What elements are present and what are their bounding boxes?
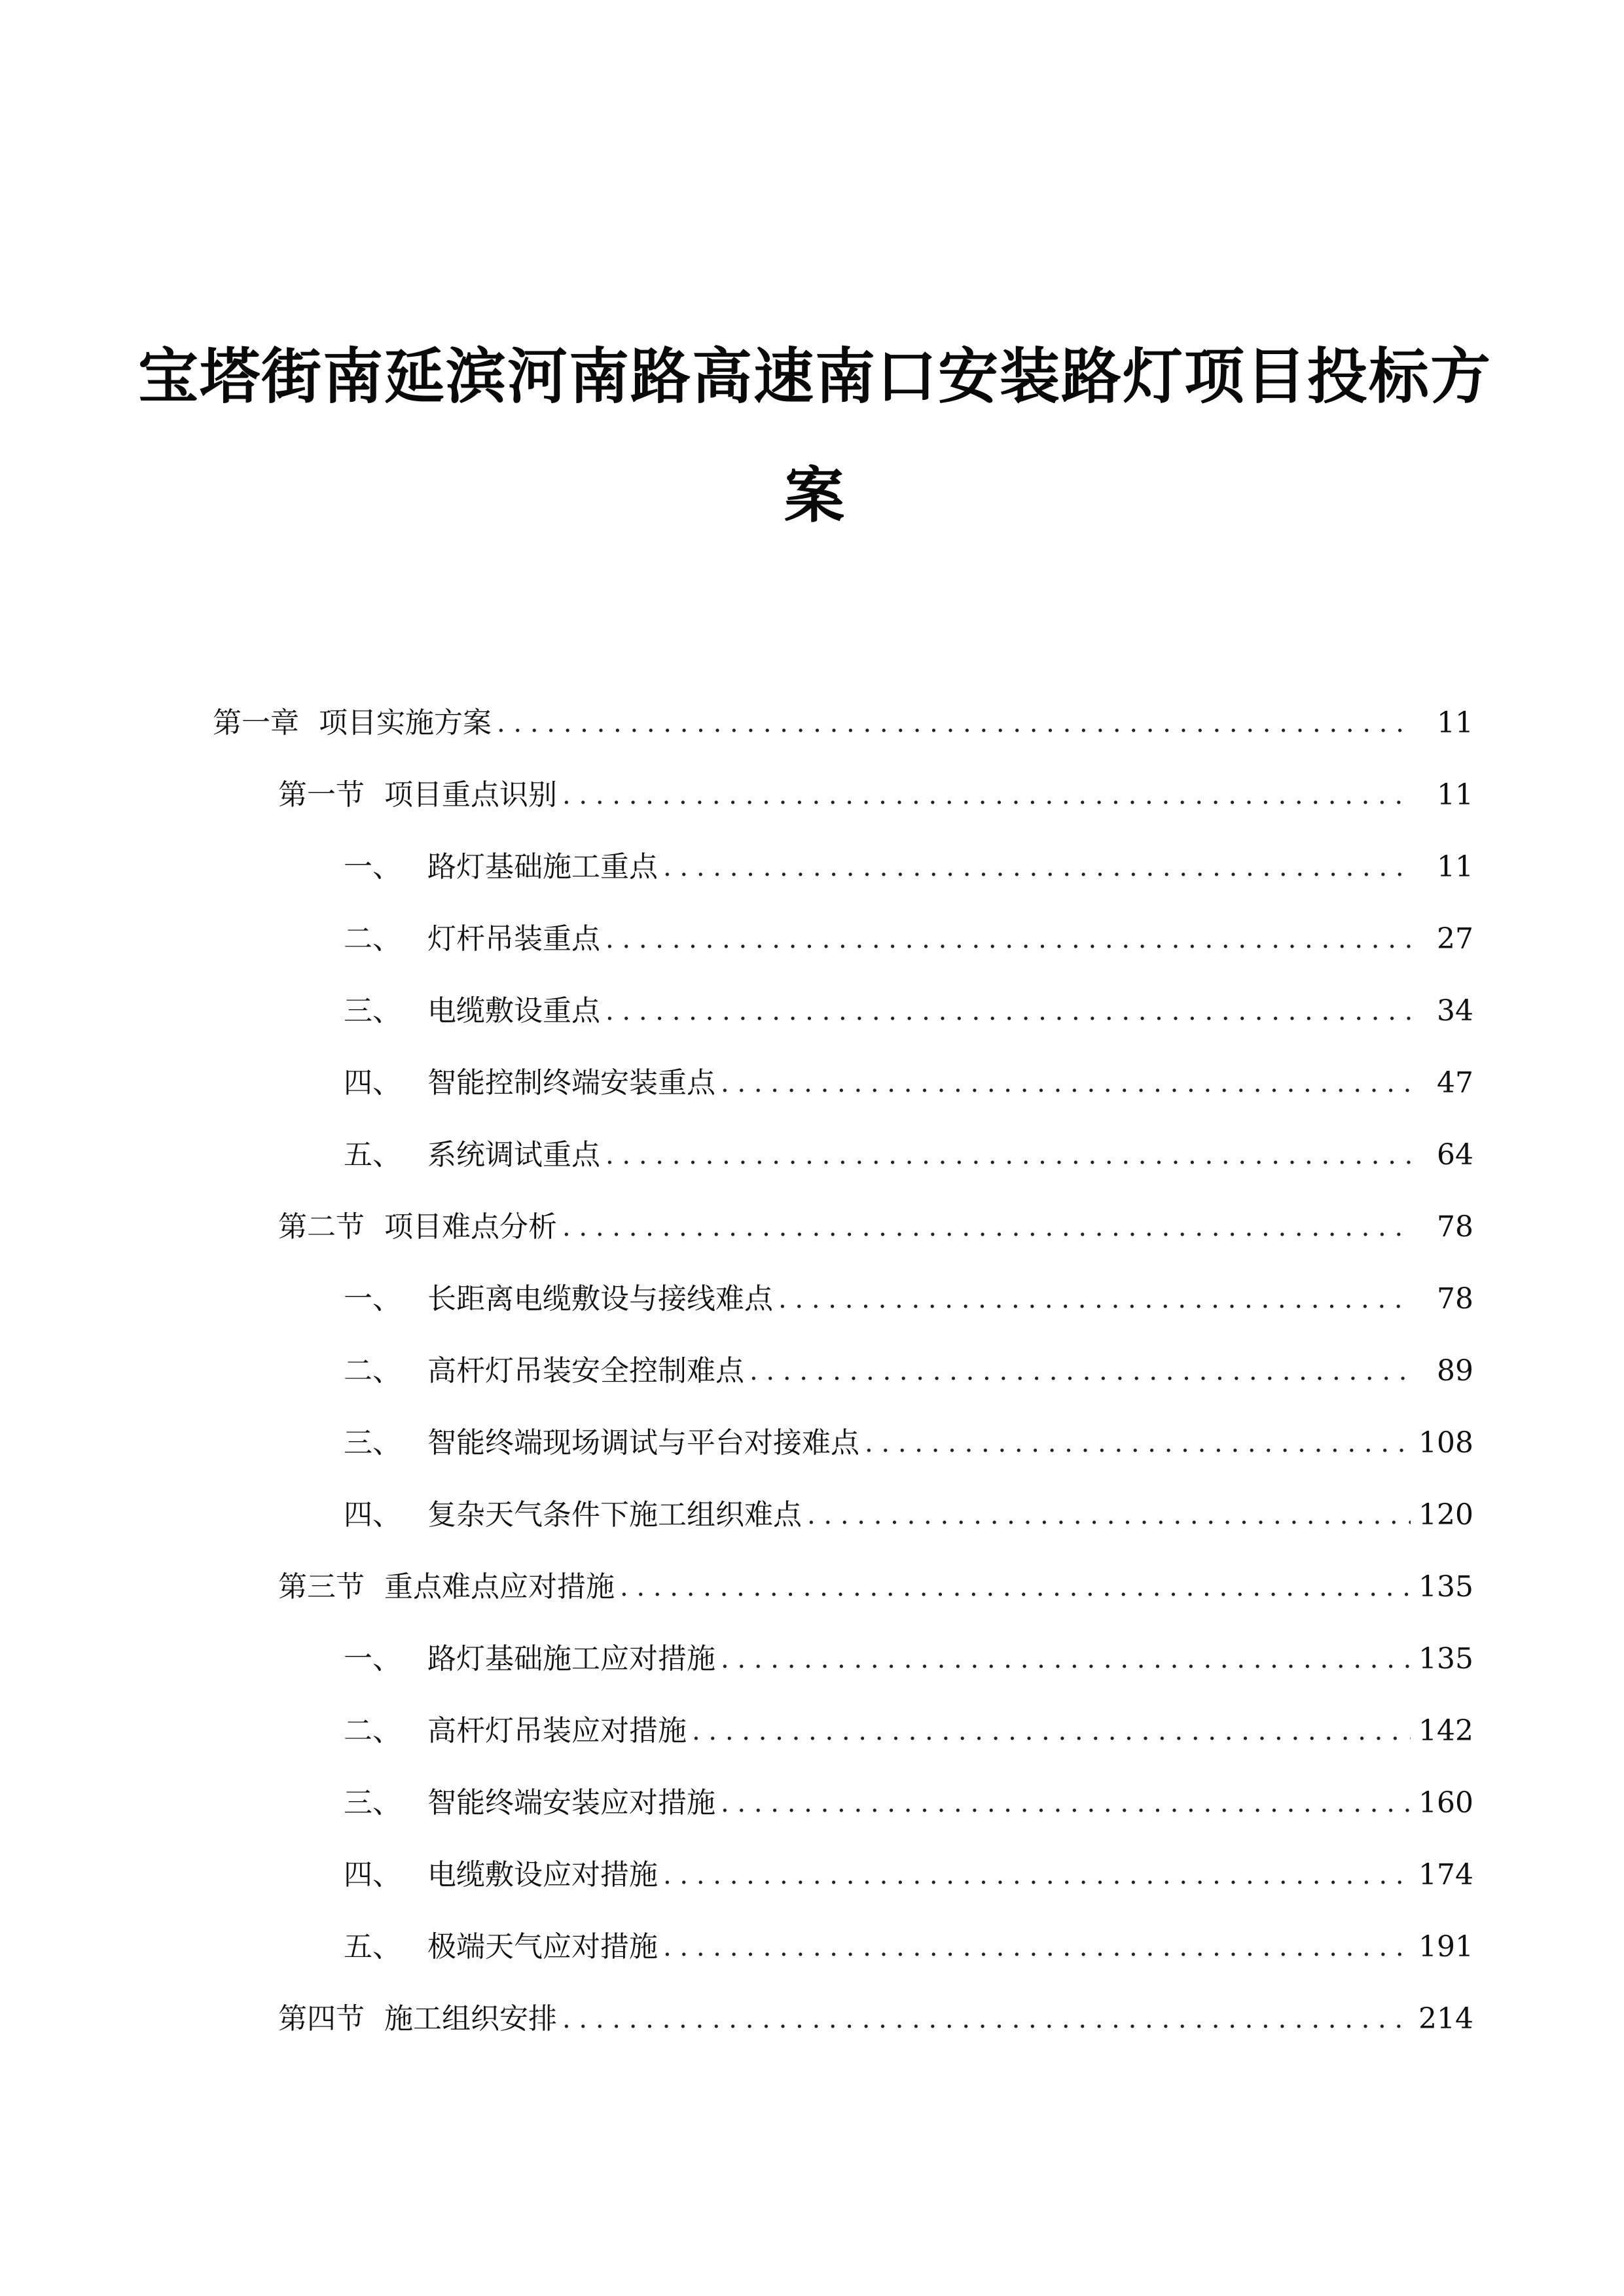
- toc-entry-label: [344, 1928, 663, 1967]
- toc-entry-label: [344, 1712, 692, 1751]
- toc-entry-section-4[interactable]: [278, 2000, 1473, 2039]
- toc-entry-label: [278, 1568, 620, 1607]
- toc-entry-label: [344, 1784, 721, 1823]
- toc-entry-page-number: 34: [1437, 994, 1473, 1028]
- toc-entry-label: [344, 1064, 721, 1103]
- toc-dot-leader: [721, 1784, 1411, 1823]
- toc-dot-leader: [562, 776, 1413, 815]
- toc-entry-label: [344, 1352, 749, 1391]
- toc-entry-item[interactable]: [344, 848, 1473, 887]
- toc-entry-text: 智能终端现场调试与平台对接难点: [427, 1426, 859, 1460]
- toc-entry-prefix: 第四节: [278, 2002, 365, 2036]
- toc-entry-label: [278, 776, 562, 815]
- toc-entry-text: 智能终端安装应对措施: [427, 1786, 715, 1820]
- toc-entry-page-number: 135: [1418, 1642, 1473, 1676]
- toc-entry-text: 电缆敷设重点: [427, 994, 600, 1028]
- toc-entry-page-number: 27: [1437, 922, 1473, 956]
- toc-entry-item[interactable]: [344, 1064, 1473, 1103]
- toc-entry-text: 路灯基础施工应对措施: [427, 1642, 715, 1676]
- toc-entry-prefix: 四、: [344, 1858, 401, 1892]
- toc-entry-text: 智能控制终端安装重点: [427, 1066, 715, 1100]
- toc-entry-label: [278, 1208, 562, 1247]
- toc-entry-prefix: 四、: [344, 1066, 401, 1100]
- toc-entry-page-number: 47: [1437, 1066, 1473, 1100]
- toc-entry-prefix: 一、: [344, 1642, 401, 1676]
- toc-entry-page-number: 78: [1437, 1210, 1473, 1244]
- toc-entry-text: 项目难点分析: [384, 1210, 557, 1244]
- toc-entry-prefix: 第一节: [278, 778, 365, 812]
- toc-entry-item[interactable]: [344, 1856, 1473, 1895]
- toc-entry-page-number: 11: [1437, 706, 1473, 740]
- toc-entry-page-number: 120: [1418, 1498, 1473, 1532]
- toc-entry-page-number: 89: [1437, 1354, 1473, 1388]
- toc-entry-prefix: 三、: [344, 1786, 401, 1820]
- toc-entry-prefix: 五、: [344, 1930, 401, 1964]
- toc-dot-leader: [620, 1568, 1411, 1607]
- toc-entry-prefix: 五、: [344, 1138, 401, 1172]
- toc-entry-item[interactable]: [344, 1136, 1473, 1175]
- toc-entry-text: 项目实施方案: [319, 706, 492, 740]
- toc-dot-leader: [663, 1928, 1411, 1967]
- toc-entry-item[interactable]: [344, 1352, 1473, 1391]
- toc-entry-page-number: 191: [1418, 1930, 1473, 1964]
- toc-entry-item[interactable]: [344, 1640, 1473, 1679]
- toc-entry-section-1[interactable]: [278, 776, 1473, 815]
- toc-dot-leader: [865, 1424, 1411, 1463]
- toc-dot-leader: [605, 1136, 1413, 1175]
- toc-dot-leader: [663, 1856, 1411, 1895]
- toc-entry-page-number: 108: [1418, 1426, 1473, 1460]
- toc-entry-prefix: 二、: [344, 1354, 401, 1388]
- document-title-line-1: 宝塔街南延滨河南路高速南口安装路灯项目投标方: [137, 342, 1492, 412]
- toc-entry-prefix: 第三节: [278, 1570, 365, 1604]
- toc-entry-item[interactable]: [344, 920, 1473, 959]
- toc-entry-text: 重点难点应对措施: [384, 1570, 615, 1604]
- toc-dot-leader: [721, 1064, 1413, 1103]
- toc-entry-item[interactable]: [344, 1712, 1473, 1751]
- toc-entry-label: [344, 1136, 605, 1175]
- toc-entry-text: 路灯基础施工重点: [427, 850, 658, 884]
- toc-entry-text: 系统调试重点: [427, 1138, 600, 1172]
- toc-entry-label: [344, 1280, 778, 1319]
- toc-entry-label: [344, 920, 605, 959]
- toc-entry-label: [344, 992, 605, 1031]
- toc-entry-prefix: 第二节: [278, 1210, 365, 1244]
- toc-entry-prefix: 三、: [344, 994, 401, 1028]
- toc-entry-page-number: 214: [1418, 2002, 1473, 2036]
- toc-dot-leader: [807, 1496, 1411, 1535]
- toc-entry-text: 长距离电缆敷设与接线难点: [427, 1282, 773, 1316]
- toc-entry-label: [344, 1424, 865, 1463]
- toc-entry-item[interactable]: [344, 1424, 1473, 1463]
- toc-entry-item[interactable]: [344, 1496, 1473, 1535]
- toc-dot-leader: [605, 992, 1413, 1031]
- toc-entry-text: 灯杆吊装重点: [427, 922, 600, 956]
- toc-entry-label: [344, 1496, 807, 1535]
- toc-dot-leader: [562, 1208, 1413, 1247]
- toc-dot-leader: [778, 1280, 1413, 1319]
- toc-entry-label: [344, 1856, 663, 1895]
- toc-dot-leader: [562, 2000, 1411, 2039]
- toc-entry-section-3[interactable]: [278, 1568, 1473, 1607]
- toc-entry-label: [278, 2000, 562, 2039]
- toc-entry-label: [344, 1640, 721, 1679]
- toc-entry-item[interactable]: [344, 1928, 1473, 1967]
- toc-entry-page-number: 174: [1418, 1858, 1473, 1892]
- toc-entry-text: 施工组织安排: [384, 2002, 557, 2036]
- toc-dot-leader: [605, 920, 1413, 959]
- toc-entry-prefix: 二、: [344, 922, 401, 956]
- toc-dot-leader: [497, 704, 1413, 743]
- toc-entry-label: [213, 704, 497, 743]
- toc-entry-page-number: 160: [1418, 1786, 1473, 1820]
- toc-entry-text: 高杆灯吊装安全控制难点: [427, 1354, 744, 1388]
- toc-entry-prefix: 一、: [344, 1282, 401, 1316]
- toc-dot-leader: [692, 1712, 1411, 1751]
- toc-entry-prefix: 三、: [344, 1426, 401, 1460]
- toc-entry-item[interactable]: [344, 1784, 1473, 1823]
- toc-entry-prefix: 四、: [344, 1498, 401, 1532]
- toc-entry-label: [344, 848, 663, 887]
- toc-dot-leader: [721, 1640, 1411, 1679]
- toc-entry-item[interactable]: [344, 992, 1473, 1031]
- toc-entry-page-number: 11: [1437, 850, 1473, 884]
- toc-dot-leader: [663, 848, 1413, 887]
- toc-entry-page-number: 11: [1437, 778, 1473, 812]
- toc-entry-page-number: 64: [1437, 1138, 1473, 1172]
- toc-entry-prefix: 一、: [344, 850, 401, 884]
- toc-entry-page-number: 135: [1418, 1570, 1473, 1604]
- toc-entry-text: 高杆灯吊装应对措施: [427, 1714, 687, 1748]
- toc-entry-text: 电缆敷设应对措施: [427, 1858, 658, 1892]
- toc-dot-leader: [749, 1352, 1413, 1391]
- toc-entry-text: 极端天气应对措施: [427, 1930, 658, 1964]
- toc-entry-section-2[interactable]: [278, 1208, 1473, 1247]
- toc-entry-item[interactable]: [344, 1280, 1473, 1319]
- toc-entry-page-number: 142: [1418, 1714, 1473, 1748]
- toc-entry-prefix: 二、: [344, 1714, 401, 1748]
- toc-entry-chapter-1[interactable]: [213, 704, 1473, 743]
- toc-entry-page-number: 78: [1437, 1282, 1473, 1316]
- toc-entry-prefix: 第一章: [213, 706, 299, 740]
- document-title-line-2: 案: [784, 461, 846, 531]
- toc-entry-text: 项目重点识别: [384, 778, 557, 812]
- toc-entry-text: 复杂天气条件下施工组织难点: [427, 1498, 802, 1532]
